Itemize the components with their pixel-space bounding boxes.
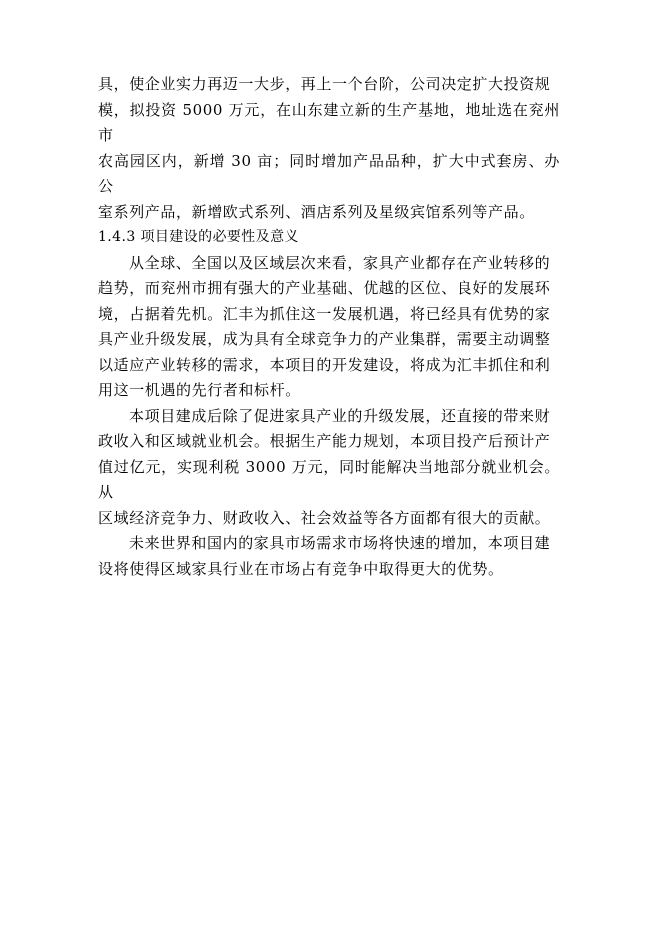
paragraph-benefits: 本项目建成后除了促进家具产业的升级发展，还直接的带来财 政收入和区域就业机会。根据生产能力规划，本项目投产后预计产 值过亿元，实现利税 3000 万元，同时能解决当地部分就业机会。从 区域经济竞争力、财政收入、社会效益等各方面都有很大的贡献。 bbox=[98, 406, 560, 527]
paragraph-necessity: 从全球、全国以及区域层次来看，家具产业都存在产业转移的 趋势，而兖州市拥有强大的产业基础、优越的区位、良好的发展环 境，占据着先机。汇丰为抓住这一发展机遇，将已经具有优势的家 具产业升级发展，成为具有全球竞争力的产业集群，需要主动调整 以适应产业转移的需求，本项目的开发建设，将成为汇丰抓住和利 用这一机遇的先行者和标杆。 bbox=[98, 253, 551, 399]
continuation-paragraph: 具，使企业实力再迈一大步，再上一个台阶，公司决定扩大投资规 模，拟投资 5000 万元，在山东建立新的生产基地，地址选在兖州市 农高园区内，新增 30 亩；同时增加产品品种，扩大中式套房、办公 室系列产品，新增欧式系列、酒店系列及星级宾馆系列等产品。 bbox=[98, 75, 560, 221]
section-heading: 1.4.3 项目建设的必要性及意义 bbox=[98, 229, 299, 245]
paragraph-outlook: 未来世界和国内的家具市场需求市场将快速的增加，本项目建 设将使得区域家具行业在市场占有竞争中取得更大的优势。 bbox=[98, 534, 551, 578]
document-body bbox=[98, 72, 560, 582]
